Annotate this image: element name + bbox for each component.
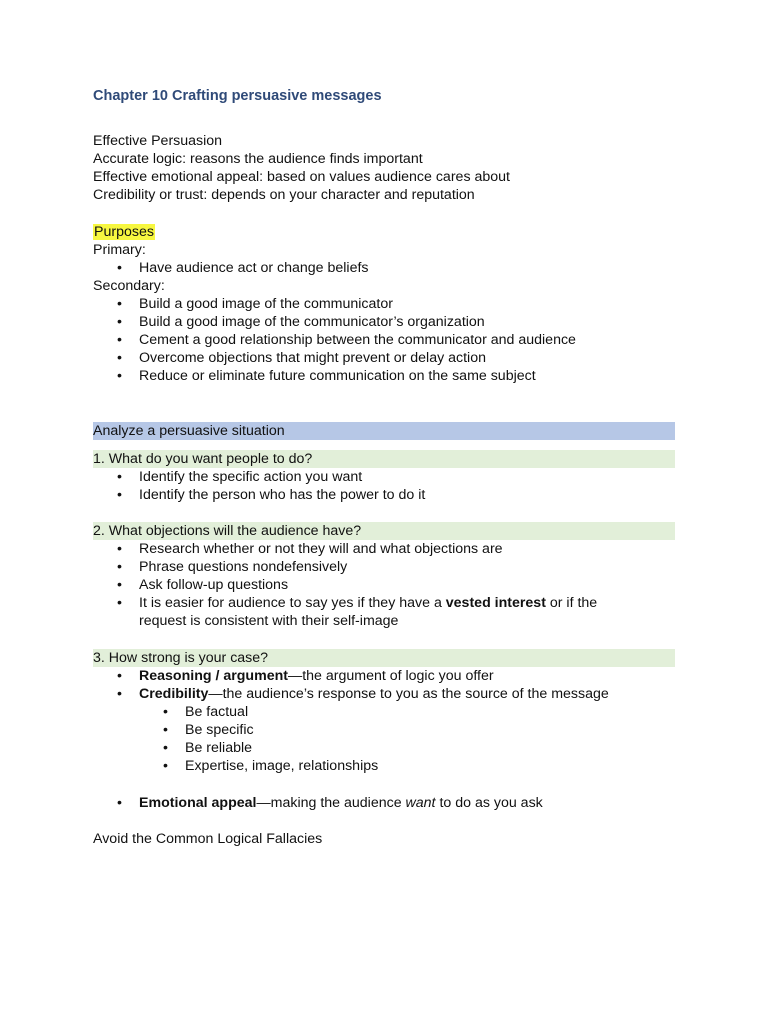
sub-bullet-item [163,721,254,739]
line-text: Phrase questions nondefensively [139,559,348,575]
text-line [93,241,146,259]
bullet-icon: • [117,260,122,276]
bullet-item [117,313,485,331]
line-text: Primary: [93,242,146,258]
bullet-icon: • [163,758,168,774]
bold-text: Emotional appeal [139,795,257,811]
bullet-icon: • [117,668,122,684]
line-text: Secondary: [93,278,165,294]
text-line [93,168,510,186]
line-text: 1. What do you want people to do? [93,451,313,467]
sub-bullet-item [163,703,248,721]
bullet-item [117,295,393,313]
text-line [93,150,423,168]
bullet-item [117,594,597,612]
line-text: Ask follow-up questions [139,577,289,593]
text-span: —the audience’s response to you as the source of the message [208,686,609,702]
bullet-item [117,540,503,558]
bullet-icon: • [117,314,122,330]
text-span: —the argument of logic you offer [288,668,494,684]
line-text: Build a good image of the communicator’s organization [139,314,485,330]
bullet-icon: • [117,332,122,348]
bullet-icon: • [117,686,122,702]
text-line [93,830,322,848]
line-text: request is consistent with their self-image [139,613,399,629]
bullet-icon: • [117,469,122,485]
bullet-item [117,794,543,812]
text-span: or if the [545,595,598,611]
text-line [93,277,165,295]
text-line [93,223,155,241]
line-text: Identify the person who has the power to do it [139,487,426,503]
bullet-icon: • [117,487,122,503]
bullet-item [117,349,486,367]
page-title: Chapter 10 Crafting persuasive messages [93,88,382,104]
line-text: Be reliable [185,740,253,756]
line-text: 2. What objections will the audience have? [93,523,362,539]
bold-text: Reasoning / argument [139,668,288,684]
section-heading [93,422,675,440]
line-text: Research whether or not they will and what objections are [139,541,503,557]
line-text: Build a good image of the communicator [139,296,393,312]
sub-bullet-item [163,757,378,775]
bullet-item [117,558,347,576]
text-span: to do as you ask [435,795,543,811]
text-line [93,186,475,204]
line-text: Credibility or trust: depends on your character and reputation [93,187,475,203]
question-heading [93,649,675,667]
line-text: Be factual [185,704,249,720]
text-line [93,132,222,150]
line-text: Accurate logic: reasons the audience finds important [93,151,423,167]
bullet-icon: • [117,368,122,384]
bullet-icon: • [117,296,122,312]
bullet-item [117,486,425,504]
question-heading [93,522,675,540]
bullet-item [117,667,494,685]
bullet-icon: • [117,595,122,611]
text-span: —making the audience [256,795,406,811]
bullet-continuation [139,612,398,630]
bullet-item [117,576,288,594]
bullet-icon: • [163,704,168,720]
line-text: Reduce or eliminate future communication on the same subject [139,368,536,384]
bullet-item [117,259,369,277]
line-text: Expertise, image, relationships [185,758,379,774]
bullet-icon: • [117,577,122,593]
line-text: Have audience act or change beliefs [139,260,369,276]
bullet-icon: • [163,722,168,738]
line-text: Effective emotional appeal: based on values audience cares about [93,169,510,185]
bullet-item [117,367,536,385]
line-text: Avoid the Common Logical Fallacies [93,831,323,847]
line-text: 3. How strong is your case? [93,650,269,666]
question-heading [93,450,675,468]
bullet-icon: • [163,740,168,756]
highlighted-heading: Purposes [94,224,154,240]
bold-text: Credibility [139,686,209,702]
bold-text: vested interest [445,595,546,611]
italic-text: want [405,795,436,811]
text-span: It is easier for audience to say yes if they have a [139,595,446,611]
line-text: Effective Persuasion [93,133,223,149]
line-text: Overcome objections that might prevent or delay action [139,350,486,366]
sub-bullet-item [163,739,252,757]
line-text: Identify the specific action you want [139,469,363,485]
line-text: Cement a good relationship between the communicator and audience [139,332,576,348]
bullet-item [117,468,362,486]
bullet-icon: • [117,541,122,557]
bullet-item [117,331,576,349]
bullet-icon: • [117,559,122,575]
line-text: Analyze a persuasive situation [93,423,285,439]
bullet-item [117,685,609,703]
bullet-icon: • [117,795,122,811]
line-text: Be specific [185,722,254,738]
bullet-icon: • [117,350,122,366]
